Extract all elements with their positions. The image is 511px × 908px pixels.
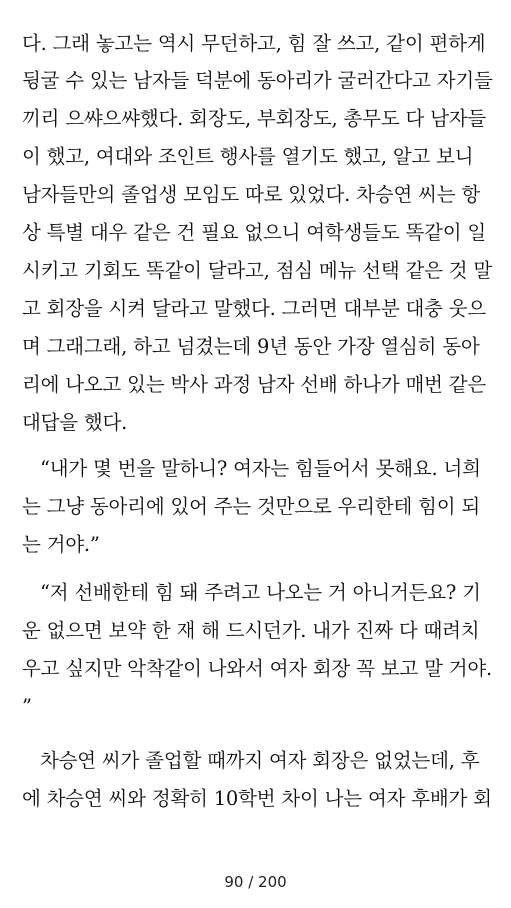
text-line: 다. 그래 놓고는 역시 무던하고, 힘 잘 쓰고, 같이 편하게 <box>22 32 486 55</box>
text-line: 우고 싶지만 악착같이 나와서 여자 회장 꼭 보고 말 거야. <box>22 657 492 680</box>
text-line: 에 차승연 씨와 정확히 10학번 차이 나는 여자 후배가 회 <box>22 787 492 810</box>
text-line: 남자들만의 졸업생 모임도 따로 있었다. 차승연 씨는 항 <box>22 183 481 206</box>
text-line: 는 거야.” <box>22 533 100 556</box>
text-line: 리에 나오고 있는 박사 과정 남자 선배 하나가 매번 같은 <box>22 373 487 396</box>
text-line: 이 했고, 여대와 조인트 행사를 열기도 했고, 알고 보니 <box>22 145 474 168</box>
text-line: 는 그냥 동아리에 있어 주는 것만으로 우리한테 힘이 되 <box>22 495 481 518</box>
text-line: 운 없으면 보약 한 재 해 드시던가. 내가 진짜 다 때려치 <box>22 619 480 642</box>
text-line: 고 회장을 시켜 달라고 말했다. 그러면 대부분 대충 웃으 <box>22 297 487 320</box>
text-line: 상 특별 대우 같은 건 필요 없으니 여학생들도 똑같이 일 <box>22 221 487 244</box>
text-line: 며 그래그래, 하고 넘겼는데 9년 동안 가장 열심히 동아 <box>22 335 480 358</box>
text-line: 끼리 으쌰으쌰했다. 회장도, 부회장도, 총무도 다 남자들 <box>22 107 487 130</box>
text-line: 시키고 기회도 똑같이 달라고, 점심 메뉴 선택 같은 것 말 <box>22 259 492 282</box>
text-line: ” <box>22 695 32 718</box>
text-line: 대답을 했다. <box>22 411 128 434</box>
page-indicator: 90 / 200 <box>224 873 287 891</box>
text-line: 차승연 씨가 졸업할 때까지 여자 회장은 없었는데, 후 <box>40 749 480 772</box>
text-line: 뒹굴 수 있는 남자들 덕분에 동아리가 굴러간다고 자기들 <box>22 69 493 92</box>
text-line: “내가 몇 번을 말하니? 여자는 힘들어서 못해요. 너희 <box>40 457 481 480</box>
text-line: “저 선배한테 힘 돼 주려고 나오는 거 아니거든요? 기 <box>40 581 481 604</box>
